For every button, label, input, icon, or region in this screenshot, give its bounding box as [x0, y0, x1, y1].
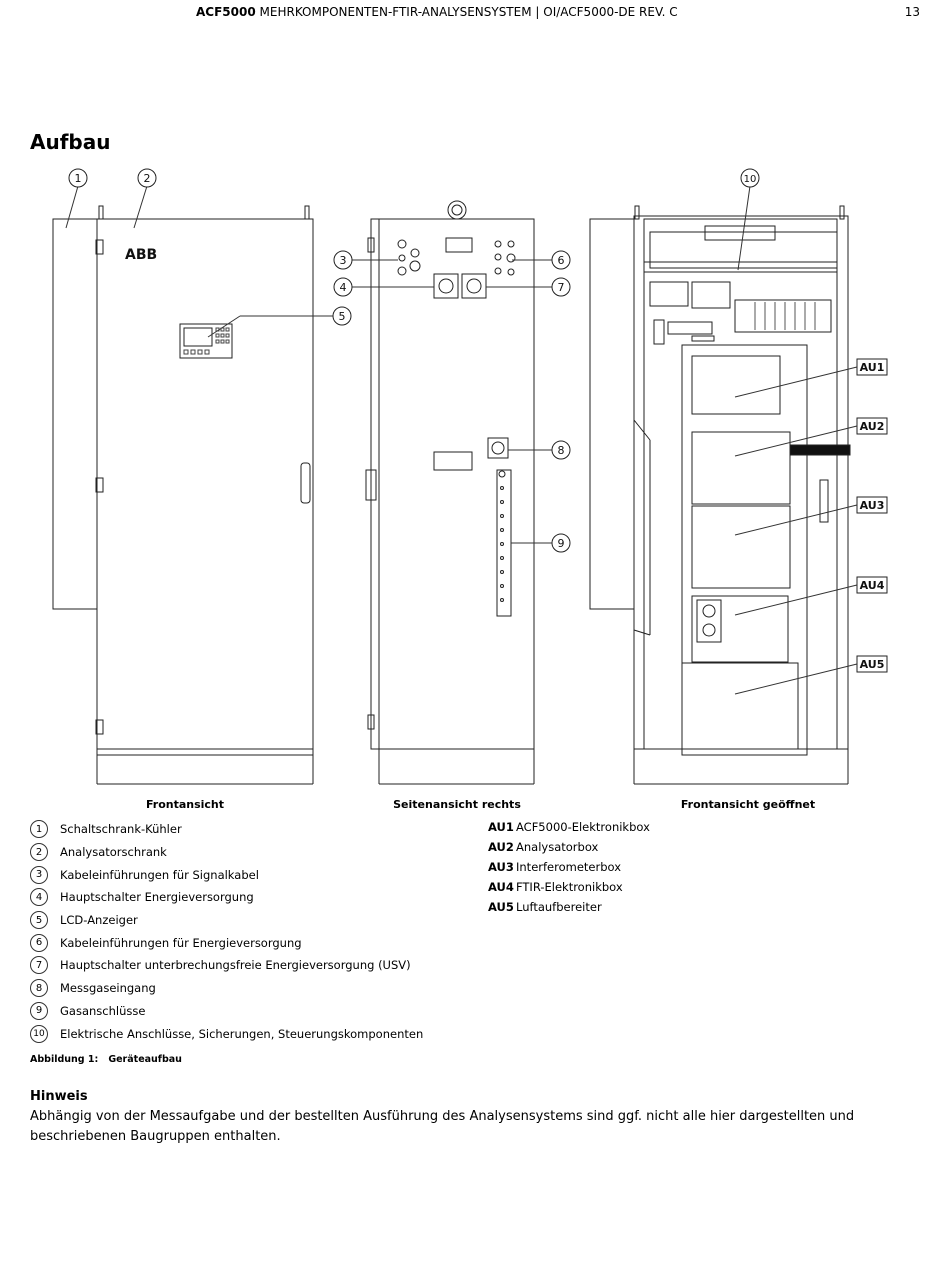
callout-5: [333, 307, 351, 325]
main-switch: [434, 274, 458, 298]
svg-text:8: 8: [557, 444, 565, 457]
svg-text:6: 6: [557, 254, 565, 267]
legend-item: 5 LCD-Anzeiger: [30, 909, 423, 932]
au-labels: [857, 359, 887, 672]
cabinet-figure: [0, 160, 950, 790]
figure-caption: [30, 1054, 182, 1065]
callout-markers: [69, 169, 759, 552]
assembly-item: AU3 Interferometerbox: [488, 860, 622, 874]
svg-text:AU1: AU1: [859, 361, 885, 374]
document-header: [196, 5, 678, 19]
legend-item: 6 Kabeleinführungen für Energieversorgung: [30, 931, 423, 954]
caption-open-view: Frontansicht geöffnet: [680, 798, 816, 811]
page-number: 13: [904, 5, 920, 19]
assembly-item: AU1 ACF5000-Elektronikbox: [488, 820, 650, 834]
callout-3: [334, 251, 352, 269]
svg-text:9: 9: [557, 537, 565, 550]
svg-text:3: 3: [339, 254, 347, 267]
front-view: [53, 206, 313, 784]
figure-caption-text: Geräteaufbau: [108, 1054, 182, 1065]
legend-item: 2 Analysatorschrank: [30, 841, 423, 864]
svg-text:AU5: AU5: [859, 658, 885, 671]
svg-text:4: 4: [339, 281, 347, 294]
section-title: Aufbau: [30, 130, 111, 154]
product-name: ACF5000: [196, 5, 256, 19]
callout-9: [552, 534, 570, 552]
ups-switch: [462, 274, 486, 298]
au3-label: [857, 497, 887, 513]
au5-label: [857, 656, 887, 672]
svg-text:2: 2: [143, 172, 151, 185]
au3-box: [692, 506, 790, 588]
assembly-item: AU4 FTIR-Elektronikbox: [488, 880, 623, 894]
callout-6: [552, 251, 570, 269]
svg-text:5: 5: [338, 310, 346, 323]
assembly-item: AU5 Luftaufbereiter: [488, 900, 602, 914]
legend-item: 9 Gasanschlüsse: [30, 1000, 423, 1023]
svg-text:AU3: AU3: [859, 499, 885, 512]
figure-caption-label: Abbildung 1:: [30, 1054, 99, 1065]
legend-item: 1 Schaltschrank-Kühler: [30, 818, 423, 841]
svg-text:AU4: AU4: [859, 579, 885, 592]
au2-box: [692, 432, 790, 504]
legend-item: 3 Kabeleinführungen für Signalkabel: [30, 863, 423, 886]
au2-label: [857, 418, 887, 434]
note-text: Abhängig von der Messaufgabe und der bestellten Ausführung des Analysensystems sind ggf. nicht alle hier dargestellten und beschriebenen Baugruppen enthalten.: [30, 1109, 855, 1144]
au1-box: [692, 356, 780, 414]
assembly-item: AU2 Analysatorbox: [488, 840, 599, 854]
callout-8: [552, 441, 570, 459]
svg-text:AU2: AU2: [859, 420, 885, 433]
side-view: [366, 201, 534, 784]
note-heading: Hinweis: [30, 1089, 88, 1104]
document-title: MEHRKOMPONENTEN-FTIR-ANALYSENSYSTEM | OI/ACF5000-DE REV. C: [259, 5, 678, 19]
au5-box: [682, 663, 798, 749]
legend-item: 4 Hauptschalter Energieversorgung: [30, 886, 423, 909]
open-view: [590, 206, 850, 784]
assembly-legend: [488, 817, 650, 917]
callout-2: [138, 169, 156, 187]
svg-text:1: 1: [74, 172, 82, 185]
svg-text:10: 10: [743, 174, 757, 185]
callout-7: [552, 278, 570, 296]
abb-logo: ABB: [125, 247, 158, 263]
au4-label: [857, 577, 887, 593]
callout-10: [741, 169, 759, 187]
caption-front-view: Frontansicht: [145, 798, 225, 811]
legend-item: 7 Hauptschalter unterbrechungsfreie Energieversorgung (USV): [30, 954, 423, 977]
svg-text:7: 7: [557, 281, 565, 294]
caption-side-view: Seitenansicht rechts: [393, 798, 521, 811]
legend-item: 8 Messgaseingang: [30, 977, 423, 1000]
legend-item: 10 Elektrische Anschlüsse, Sicherungen, Steuerungskomponenten: [30, 1022, 423, 1045]
callout-4: [334, 278, 352, 296]
callout-1: [69, 169, 87, 187]
au1-label: [857, 359, 887, 375]
component-legend: [30, 818, 423, 1045]
